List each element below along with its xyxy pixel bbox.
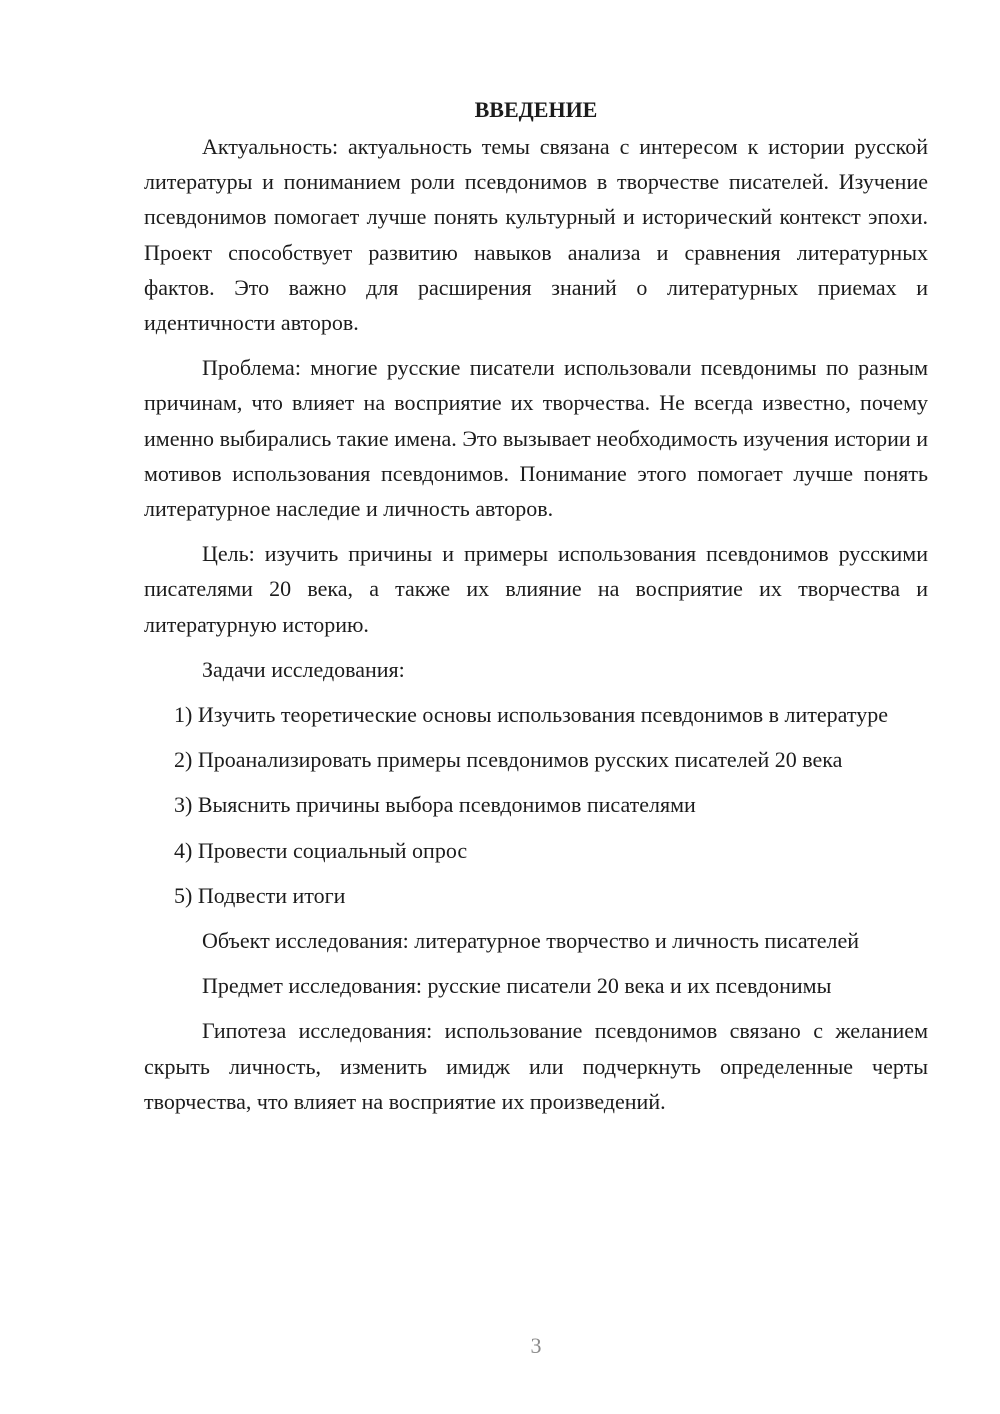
goal-paragraph: Цель: изучить причины и примеры использования псевдонимов русскими писателями 20 века, а также их влияние на восприятие их творчества и литературную историю. xyxy=(144,541,928,637)
page-number: 3 xyxy=(530,1333,542,1358)
tasks-heading: Задачи исследования: xyxy=(202,656,405,682)
hypothesis-paragraph: Гипотеза исследования: использование псевдонимов связано с желанием скрыть личность, изменить имидж или подчеркнуть определенные черты творчества, что влияет на восприятие их произведений. xyxy=(144,1018,928,1114)
page-title: ВВЕДЕНИЕ xyxy=(474,97,598,122)
list-item: 1) Изучить теоретические основы использования псевдонимов в литературе xyxy=(174,702,888,728)
object-paragraph: Объект исследования: литературное творчество и личность писателей xyxy=(202,928,860,954)
document-body xyxy=(144,92,928,1129)
tasks-list xyxy=(144,697,928,913)
list-item: 5) Подвести итоги xyxy=(174,882,346,908)
list-item: 3) Выяснить причины выбора псевдонимов писателями xyxy=(174,792,696,818)
subject-paragraph: Предмет исследования: русские писатели 20 века и их псевдонимы xyxy=(202,973,832,999)
relevance-paragraph: Актуальность: актуальность темы связана с интересом к истории русской литературы и пониманием роли псевдонимов в творчестве писателей. Изучение псевдонимов помогает лучше понять культурный и исторический контекст эпохи. Проект способствует развитию навыков анализа и сравнения литературных фактов. Это важно для расширения знаний о литературных приемах и идентичности авторов. xyxy=(144,134,928,336)
problem-paragraph: Проблема: многие русские писатели использовали псевдонимы по разным причинам, что влияет на восприятие их творчества. Не всегда известно, почему именно выбирались такие имена. Это вызывает необходимость изучения истории и мотивов использования псевдонимов. Понимание этого помогает лучше понять литературное наследие и личность авторов. xyxy=(144,355,928,522)
list-item: 4) Провести социальный опрос xyxy=(174,837,468,863)
list-item: 2) Проанализировать примеры псевдонимов русских писателей 20 века xyxy=(174,747,843,773)
